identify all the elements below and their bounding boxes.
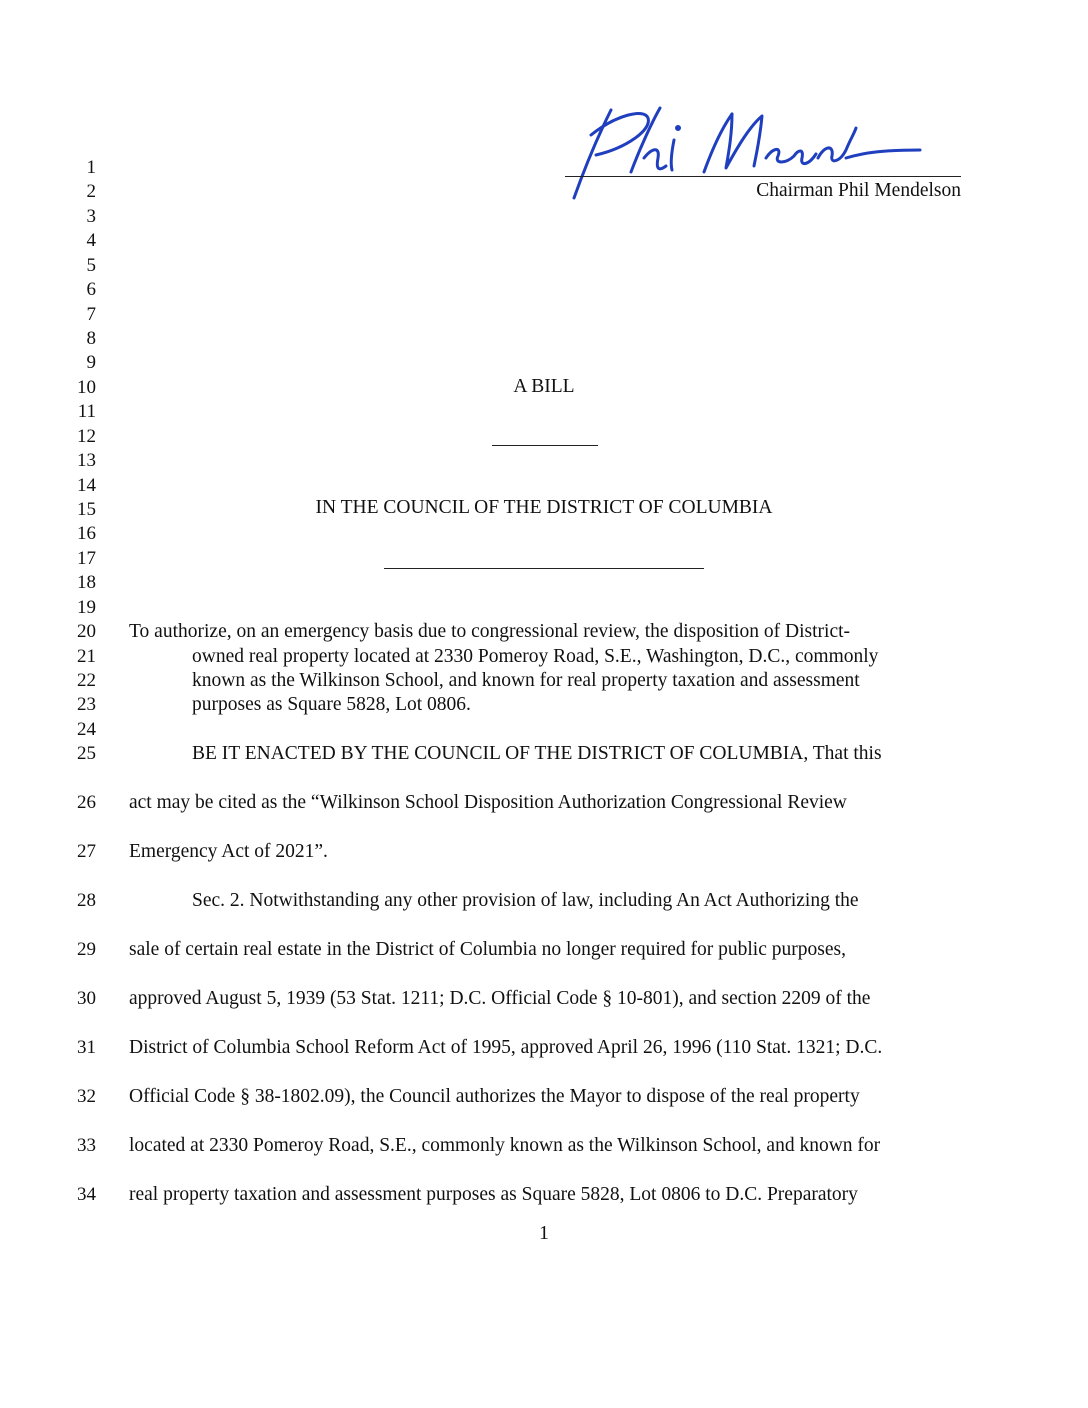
line-number: 23 <box>77 694 96 715</box>
line-number: 12 <box>77 426 96 447</box>
line-number: 13 <box>77 450 96 471</box>
signature-line <box>565 176 961 177</box>
preamble-line: owned real property located at 2330 Pomeroy Road, S.E., Washington, D.C., commonly <box>192 646 879 667</box>
body-line: located at 2330 Pomeroy Road, S.E., commonly known as the Wilkinson School, and known for <box>129 1135 881 1156</box>
line-number: 4 <box>86 230 96 251</box>
line-number: 9 <box>86 352 96 373</box>
line-number: 1 <box>86 157 96 178</box>
line-number: 30 <box>77 988 96 1009</box>
body-line: Sec. 2. Notwithstanding any other provision of law, including An Act Authorizing the <box>192 890 859 911</box>
line-number: 24 <box>77 719 96 740</box>
line-number: 20 <box>77 621 96 642</box>
line-number: 7 <box>86 304 96 325</box>
body-line: Official Code § 38-1802.09), the Council authorizes the Mayor to dispose of the real property <box>129 1086 860 1107</box>
line-number: 22 <box>77 670 96 691</box>
preamble-line: To authorize, on an emergency basis due to congressional review, the disposition of District- <box>129 621 851 642</box>
line-number: 19 <box>77 597 96 618</box>
page-number: 1 <box>539 1222 549 1244</box>
body-line: approved August 5, 1939 (53 Stat. 1211; D.C. Official Code § 10-801), and section 2209 of the <box>129 988 871 1009</box>
body-line: sale of certain real estate in the District of Columbia no longer required for public purposes, <box>129 939 846 960</box>
line-number: 8 <box>86 328 96 349</box>
line-number: 31 <box>77 1037 96 1058</box>
line-number: 27 <box>77 841 96 862</box>
line-number: 10 <box>77 377 96 398</box>
line-number: 15 <box>77 499 96 520</box>
bill-number-blank <box>492 445 598 446</box>
line-number: 11 <box>77 401 96 422</box>
body-line: real property taxation and assessment purposes as Square 5828, Lot 0806 to D.C. Preparatory <box>129 1184 858 1205</box>
line-number: 14 <box>77 475 96 496</box>
body-line: act may be cited as the “Wilkinson School Disposition Authorization Congressional Review <box>129 792 847 813</box>
line-number: 6 <box>86 279 96 300</box>
line-number: 17 <box>77 548 96 569</box>
line-number: 34 <box>77 1184 96 1205</box>
line-number: 5 <box>86 255 96 276</box>
signatory-name: Chairman Phil Mendelson <box>756 180 961 201</box>
line-number: 21 <box>77 646 96 667</box>
body-line: BE IT ENACTED BY THE COUNCIL OF THE DISTRICT OF COLUMBIA, That this <box>192 743 882 764</box>
preamble-line: known as the Wilkinson School, and known for real property taxation and assessment <box>192 670 860 691</box>
bill-title: A BILL <box>513 376 575 397</box>
line-number: 28 <box>77 890 96 911</box>
introducer-blank <box>384 568 704 569</box>
line-number: 29 <box>77 939 96 960</box>
body-line: District of Columbia School Reform Act of 1995, approved April 26, 1996 (110 Stat. 1321; D.C. <box>129 1037 883 1058</box>
line-number: 33 <box>77 1135 96 1156</box>
line-number: 26 <box>77 792 96 813</box>
line-number: 3 <box>86 206 96 227</box>
council-heading: IN THE COUNCIL OF THE DISTRICT OF COLUMBIA <box>315 497 773 518</box>
line-number: 25 <box>77 743 96 764</box>
body-line: Emergency Act of 2021”. <box>129 841 328 862</box>
line-number: 18 <box>77 572 96 593</box>
line-number: 2 <box>86 181 96 202</box>
preamble-line: purposes as Square 5828, Lot 0806. <box>192 694 471 715</box>
line-number: 16 <box>77 523 96 544</box>
line-number: 32 <box>77 1086 96 1107</box>
